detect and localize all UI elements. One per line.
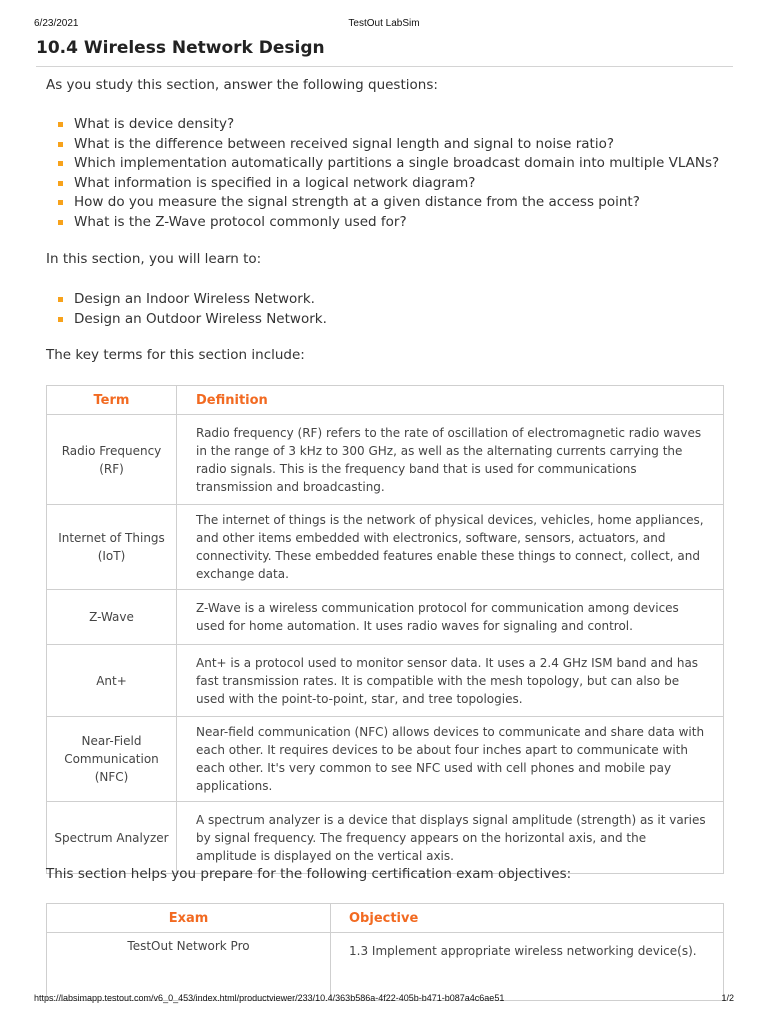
key-terms-intro: The key terms for this section include: <box>46 347 305 363</box>
question-text: What is device density? <box>74 116 235 132</box>
definition-cell: Z-Wave is a wireless communication protocol for communication among devices used for home automation. It uses radio waves for signaling and control. <box>177 590 724 645</box>
list-item <box>56 154 719 174</box>
table-row <box>47 802 724 874</box>
table-row <box>47 415 724 505</box>
objective-cell: 1.3 Implement appropriate wireless networking device(s). <box>331 933 724 1001</box>
term-cell: Internet of Things (IoT) <box>47 505 177 590</box>
exam-objectives-table <box>46 903 724 1001</box>
list-item <box>56 213 719 233</box>
table-row <box>47 933 724 1001</box>
table-row <box>47 590 724 645</box>
list-item <box>56 193 719 213</box>
list-item <box>56 135 719 155</box>
list-item <box>56 310 327 330</box>
bullet-icon <box>58 161 63 166</box>
questions-list <box>56 115 719 232</box>
bullet-icon <box>58 181 63 186</box>
list-item <box>56 115 719 135</box>
table-row <box>47 645 724 717</box>
list-item <box>56 290 327 310</box>
term-cell: Near-Field Communication (NFC) <box>47 717 177 802</box>
bullet-icon <box>58 317 63 322</box>
print-date: 6/23/2021 <box>34 18 79 29</box>
table-row <box>47 717 724 802</box>
bullet-icon <box>58 297 63 302</box>
print-footer <box>34 993 734 1007</box>
term-cell: Spectrum Analyzer <box>47 802 177 874</box>
exam-intro: This section helps you prepare for the following certification exam objectives: <box>46 866 572 882</box>
definition-cell: Radio frequency (RF) refers to the rate of oscillation of electromagnetic radio waves in the range of 3 kHz to 300 GHz, as well as the alternating currents carrying the radio signals. This is the frequency band that is used for communications transmission and broadcasting. <box>177 415 724 505</box>
page-url: https://labsimapp.testout.com/v6_0_453/index.html/productviewer/233/10.4/363b586a-4f22-405b-b471-b087a4c6ae51 <box>34 993 505 1003</box>
learn-intro: In this section, you will learn to: <box>46 251 262 267</box>
question-text: What information is specified in a logical network diagram? <box>74 174 476 191</box>
questions-intro: As you study this section, answer the following questions: <box>46 77 438 93</box>
bullet-icon <box>58 122 63 127</box>
exam-column-header: Exam <box>47 904 331 933</box>
question-text: How do you measure the signal strength at a given distance from the access point? <box>74 194 640 210</box>
definition-cell: Ant+ is a protocol used to monitor sensor data. It uses a 2.4 GHz ISM band and has fast transmission rates. It is compatible with the mesh topology, but can also be used with the point-to-point, star, and tree topologies. <box>177 645 724 717</box>
page-title: 10.4 Wireless Network Design <box>36 38 733 67</box>
exam-cell: TestOut Network Pro <box>47 933 331 1001</box>
definition-cell: A spectrum analyzer is a device that displays signal amplitude (strength) as it varies by signal frequency. The frequency appears on the horizontal axis, and the amplitude is displayed on the vertical axis. <box>177 802 724 874</box>
question-text: What is the difference between received signal length and signal to noise ratio? <box>74 135 614 152</box>
print-site-name: TestOut LabSim <box>348 18 420 29</box>
learn-list <box>56 290 327 329</box>
table-row <box>47 505 724 590</box>
question-text: What is the Z-Wave protocol commonly used for? <box>74 213 407 230</box>
definition-column-header: Definition <box>177 386 724 415</box>
term-cell: Z-Wave <box>47 590 177 645</box>
table-header-row <box>47 386 724 415</box>
bullet-icon <box>58 142 63 147</box>
bullet-icon <box>58 200 63 205</box>
table-header-row <box>47 904 724 933</box>
term-cell: Radio Frequency (RF) <box>47 415 177 505</box>
list-item <box>56 174 719 194</box>
bullet-icon <box>58 220 63 225</box>
print-header <box>34 18 734 32</box>
learn-text: Design an Outdoor Wireless Network. <box>74 310 327 327</box>
term-cell: Ant+ <box>47 645 177 717</box>
page-number: 1/2 <box>721 993 734 1003</box>
question-text: Which implementation automatically partitions a single broadcast domain into multiple VLANs? <box>74 155 720 171</box>
definition-cell: The internet of things is the network of physical devices, vehicles, home appliances, and other items embedded with electronics, software, sensors, actuators, and connectivity. These embedded features enable these things to connect, collect, and exchange data. <box>177 505 724 590</box>
term-column-header: Term <box>47 386 177 415</box>
learn-text: Design an Indoor Wireless Network. <box>74 291 315 307</box>
definition-cell: Near-field communication (NFC) allows devices to communicate and share data with each other. It requires devices to be about four inches apart to communicate with each other. It's very common to see NFC used with cell phones and mobile pay applications. <box>177 717 724 802</box>
objective-column-header: Objective <box>331 904 724 933</box>
key-terms-table <box>46 385 724 874</box>
